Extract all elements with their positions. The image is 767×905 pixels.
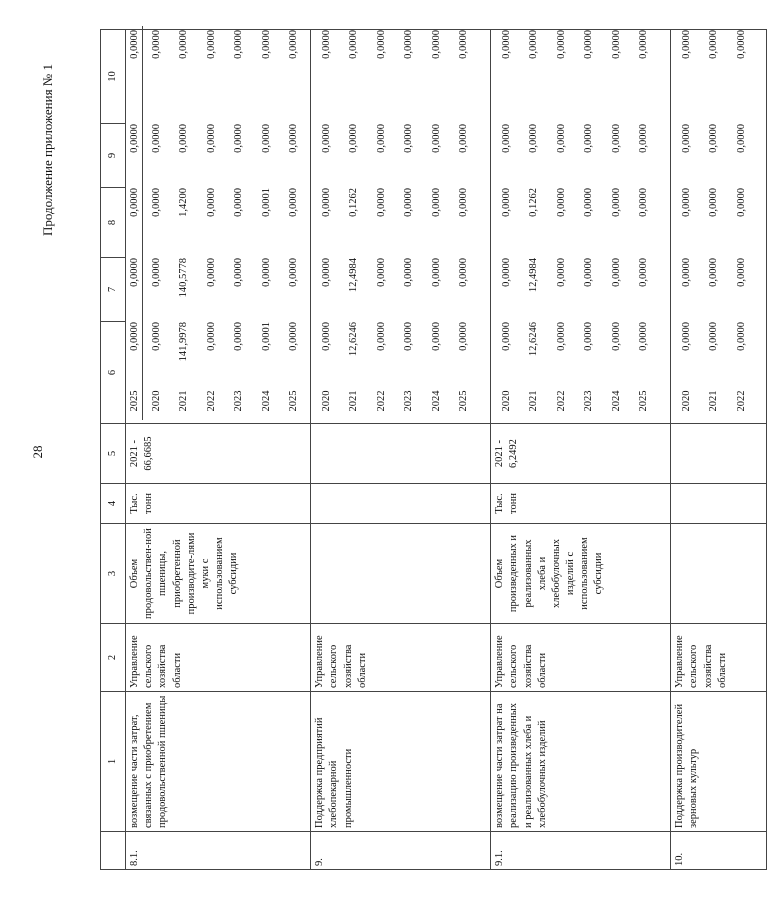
value-cell: 0,0000 [610, 258, 622, 287]
value-cell: 0,0000 [500, 188, 512, 217]
year-label: 2021 [348, 390, 360, 412]
value-cell: 0,0000 [430, 30, 442, 59]
value-cell: 0,0000 [260, 30, 272, 59]
row-executor: Управление сельского хозяйства области [491, 624, 671, 692]
value-cell: 0,0000 [610, 322, 622, 351]
value-cell: 0,0000 [233, 188, 245, 217]
year-row [423, 26, 451, 420]
header-cell: 7 [101, 258, 126, 322]
value-cell: 0,0001 [260, 322, 272, 351]
value-cell: 0,0000 [555, 124, 567, 153]
value-cell: 0,0000 [555, 188, 567, 217]
year-label: 2021 [178, 390, 190, 412]
value-cell: 0,0000 [735, 258, 747, 287]
row-target: 2021 - 6,2492 [491, 424, 671, 484]
year-values-table [128, 26, 308, 420]
value-cell: 0,0000 [610, 124, 622, 153]
row-executor: Управление сельского хозяйства области [671, 624, 767, 692]
value-cell: 0,0000 [150, 30, 162, 59]
row-unit [671, 484, 767, 524]
value-cell: 0,0000 [288, 188, 300, 217]
year-label: 2020 [150, 390, 162, 412]
year-row [198, 26, 226, 420]
year-label: 2023 [583, 390, 595, 412]
row-indicator [311, 524, 491, 624]
value-cell: 0,0000 [128, 318, 143, 382]
year-row [603, 26, 631, 420]
value-cell: 0,0000 [638, 258, 650, 287]
value-cell: 0,0000 [500, 30, 512, 59]
value-cell: 0,0000 [205, 322, 217, 351]
value-cell: 0,0000 [430, 124, 442, 153]
program-table [100, 29, 767, 870]
value-cell: 0,0000 [583, 188, 595, 217]
row-number: 10. [671, 832, 767, 870]
rotated-table-container [100, 30, 747, 870]
year-label: 2020 [500, 390, 512, 412]
value-cell: 0,0000 [205, 124, 217, 153]
value-cell: 12,6246 [348, 322, 360, 357]
row-target: 2021 - 66,6685 [126, 424, 311, 484]
year-label: 2021 [528, 390, 540, 412]
year-label: 2025 [128, 382, 143, 420]
value-cell: 0,0000 [375, 188, 387, 217]
table-row [126, 30, 311, 870]
row-indicator: Объем продовольствен-ной пшеницы, приобретенной производите-лями муки с использованием субсидии [126, 524, 311, 624]
value-cell: 0,0000 [150, 124, 162, 153]
value-cell: 0,0000 [288, 258, 300, 287]
continuation-title: Продолжение приложения № 1 [40, 64, 55, 236]
value-cell: 0,0000 [583, 124, 595, 153]
row-name: возмещение части затрат, связанных с приобретением продовольственной пшеницы [126, 692, 311, 832]
value-cell: 0,0000 [128, 184, 143, 254]
value-cell: 0,0000 [288, 30, 300, 59]
year-label: 2025 [638, 390, 650, 412]
value-cell: 0,0000 [178, 30, 190, 59]
value-cell: 0,0000 [430, 322, 442, 351]
year-values-cell [671, 30, 767, 424]
year-row [631, 26, 659, 420]
value-cell: 0,0000 [708, 30, 720, 59]
year-label: 2021 [708, 390, 720, 412]
value-cell: 0,0000 [320, 124, 332, 153]
value-cell: 0,0000 [233, 30, 245, 59]
value-cell: 0,0000 [555, 30, 567, 59]
value-cell: 0,0000 [233, 258, 245, 287]
year-row [576, 26, 604, 420]
value-cell: 0,0000 [375, 322, 387, 351]
year-row [673, 26, 701, 420]
value-cell: 0,0000 [680, 124, 692, 153]
value-cell: 0,0000 [708, 258, 720, 287]
year-row [701, 26, 729, 420]
value-cell: 12,4984 [528, 258, 540, 293]
value-cell: 0,0000 [375, 124, 387, 153]
year-row [548, 26, 576, 420]
header-cell [101, 832, 126, 870]
header-cell: 5 [101, 424, 126, 484]
row-name: Поддержка производителей зерновых культур [671, 692, 767, 832]
year-label: 2024 [430, 390, 442, 412]
value-cell: 0,0000 [638, 30, 650, 59]
year-label: 2022 [735, 390, 747, 412]
year-row [451, 26, 479, 420]
row-number: 9.1. [491, 832, 671, 870]
value-cell: 0,0000 [680, 30, 692, 59]
carryover-row [128, 26, 143, 420]
year-label: 2024 [610, 390, 622, 412]
value-cell: 0,0000 [458, 30, 470, 59]
value-cell: 0,0000 [205, 258, 217, 287]
value-cell: 0,0000 [610, 30, 622, 59]
value-cell: 0,0000 [260, 124, 272, 153]
value-cell: 12,6246 [528, 322, 540, 357]
year-row [341, 26, 369, 420]
value-cell: 0,0000 [128, 120, 143, 184]
value-cell: 0,0001 [260, 188, 272, 217]
value-cell: 0,0000 [458, 188, 470, 217]
year-values-cell [311, 30, 491, 424]
value-cell: 0,0000 [320, 258, 332, 287]
value-cell: 0,0000 [680, 322, 692, 351]
year-values-table [493, 26, 658, 420]
header-cell: 3 [101, 524, 126, 624]
row-target [311, 424, 491, 484]
year-label: 2025 [458, 390, 470, 412]
value-cell: 0,0000 [583, 258, 595, 287]
year-label: 2022 [375, 390, 387, 412]
value-cell: 0,1262 [348, 188, 360, 217]
value-cell: 0,0000 [430, 188, 442, 217]
header-row [101, 30, 126, 870]
year-label: 2025 [288, 390, 300, 412]
value-cell: 0,0000 [233, 124, 245, 153]
row-number: 8.1. [126, 832, 311, 870]
value-cell: 0,0000 [375, 30, 387, 59]
year-label: 2023 [403, 390, 415, 412]
value-cell: 0,0000 [403, 258, 415, 287]
row-executor: Управление сельского хозяйства области [126, 624, 311, 692]
row-indicator [671, 524, 767, 624]
row-name: возмещение части затрат на реализацию произведенных и реализованных хлеба и хлебобулочных изделий [491, 692, 671, 832]
value-cell: 0,0000 [638, 322, 650, 351]
value-cell: 0,0000 [375, 258, 387, 287]
value-cell: 0,0000 [233, 322, 245, 351]
year-values-cell [491, 30, 671, 424]
value-cell: 0,0000 [735, 30, 747, 59]
value-cell: 0,0000 [260, 258, 272, 287]
year-row [521, 26, 549, 420]
value-cell: 0,0000 [128, 26, 143, 120]
year-row [143, 26, 171, 420]
year-row [226, 26, 254, 420]
row-executor: Управление сельского хозяйства области [311, 624, 491, 692]
header-cell: 1 [101, 692, 126, 832]
value-cell: 0,0000 [500, 322, 512, 351]
year-row [396, 26, 424, 420]
header-cell: 9 [101, 124, 126, 188]
row-number: 9. [311, 832, 491, 870]
year-values-table [313, 26, 478, 420]
value-cell: 0,0000 [403, 30, 415, 59]
year-row [493, 26, 521, 420]
value-cell: 0,0000 [403, 124, 415, 153]
value-cell: 0,0000 [528, 30, 540, 59]
table-row [671, 30, 767, 870]
value-cell: 0,0000 [430, 258, 442, 287]
value-cell: 0,0000 [500, 258, 512, 287]
header-cell: 8 [101, 188, 126, 258]
value-cell: 0,0000 [610, 188, 622, 217]
year-label: 2020 [320, 390, 332, 412]
value-cell: 0,0000 [458, 322, 470, 351]
value-cell: 0,0000 [348, 124, 360, 153]
value-cell: 0,0000 [150, 258, 162, 287]
value-cell: 0,0000 [555, 258, 567, 287]
value-cell: 0,0000 [528, 124, 540, 153]
value-cell: 0,0000 [403, 188, 415, 217]
year-row [281, 26, 309, 420]
value-cell: 0,0000 [555, 322, 567, 351]
value-cell: 0,0000 [680, 258, 692, 287]
year-row [313, 26, 341, 420]
value-cell: 0,0000 [320, 322, 332, 351]
year-values-cell [126, 30, 311, 424]
value-cell: 0,0000 [458, 124, 470, 153]
value-cell: 0,0000 [205, 30, 217, 59]
value-cell: 0,0000 [735, 322, 747, 351]
value-cell: 0,0000 [638, 124, 650, 153]
year-row [368, 26, 396, 420]
table-row [491, 30, 671, 870]
value-cell: 0,0000 [735, 124, 747, 153]
value-cell: 0,0000 [205, 188, 217, 217]
value-cell: 0,0000 [583, 30, 595, 59]
value-cell: 0,0000 [288, 124, 300, 153]
header-cell: 6 [101, 322, 126, 424]
value-cell: 12,4984 [348, 258, 360, 293]
year-label: 2020 [680, 390, 692, 412]
row-unit [311, 484, 491, 524]
value-cell: 0,0000 [348, 30, 360, 59]
value-cell: 1,4200 [178, 188, 190, 217]
value-cell: 0,0000 [708, 124, 720, 153]
year-row [171, 26, 199, 420]
value-cell: 0,0000 [708, 322, 720, 351]
page-number: 28 [30, 445, 45, 459]
year-row [253, 26, 281, 420]
value-cell: 141,9978 [178, 322, 190, 362]
header-cell: 2 [101, 624, 126, 692]
value-cell: 0,0000 [128, 254, 143, 318]
value-cell: 0,0000 [638, 188, 650, 217]
value-cell: 0,0000 [708, 188, 720, 217]
value-cell: 0,0000 [403, 322, 415, 351]
year-label: 2022 [205, 390, 217, 412]
value-cell: 0,0000 [150, 322, 162, 351]
value-cell: 0,1262 [528, 188, 540, 217]
header-cell: 10 [101, 30, 126, 124]
year-row [728, 26, 756, 420]
value-cell: 0,0000 [735, 188, 747, 217]
value-cell: 0,0000 [320, 188, 332, 217]
row-target [671, 424, 767, 484]
value-cell: 0,0000 [500, 124, 512, 153]
row-unit: Тыс. тонн [491, 484, 671, 524]
year-label: 2024 [260, 390, 272, 412]
value-cell: 140,5778 [178, 258, 190, 298]
value-cell: 0,0000 [583, 322, 595, 351]
value-cell: 0,0000 [680, 188, 692, 217]
value-cell: 0,0000 [320, 30, 332, 59]
row-indicator: Объем произведенных и реализованных хлеба и хлебобулочных изделий с использованием субсидии [491, 524, 671, 624]
value-cell: 0,0000 [288, 322, 300, 351]
value-cell: 0,0000 [458, 258, 470, 287]
header-cell: 4 [101, 484, 126, 524]
table-row [311, 30, 491, 870]
value-cell: 0,0000 [150, 188, 162, 217]
value-cell: 0,0000 [178, 124, 190, 153]
year-label: 2022 [555, 390, 567, 412]
year-values-table [673, 26, 756, 420]
year-label: 2023 [233, 390, 245, 412]
row-name: Поддержка предприятий хлебопекарной промышленности [311, 692, 491, 832]
row-unit: Тыс. тонн [126, 484, 311, 524]
